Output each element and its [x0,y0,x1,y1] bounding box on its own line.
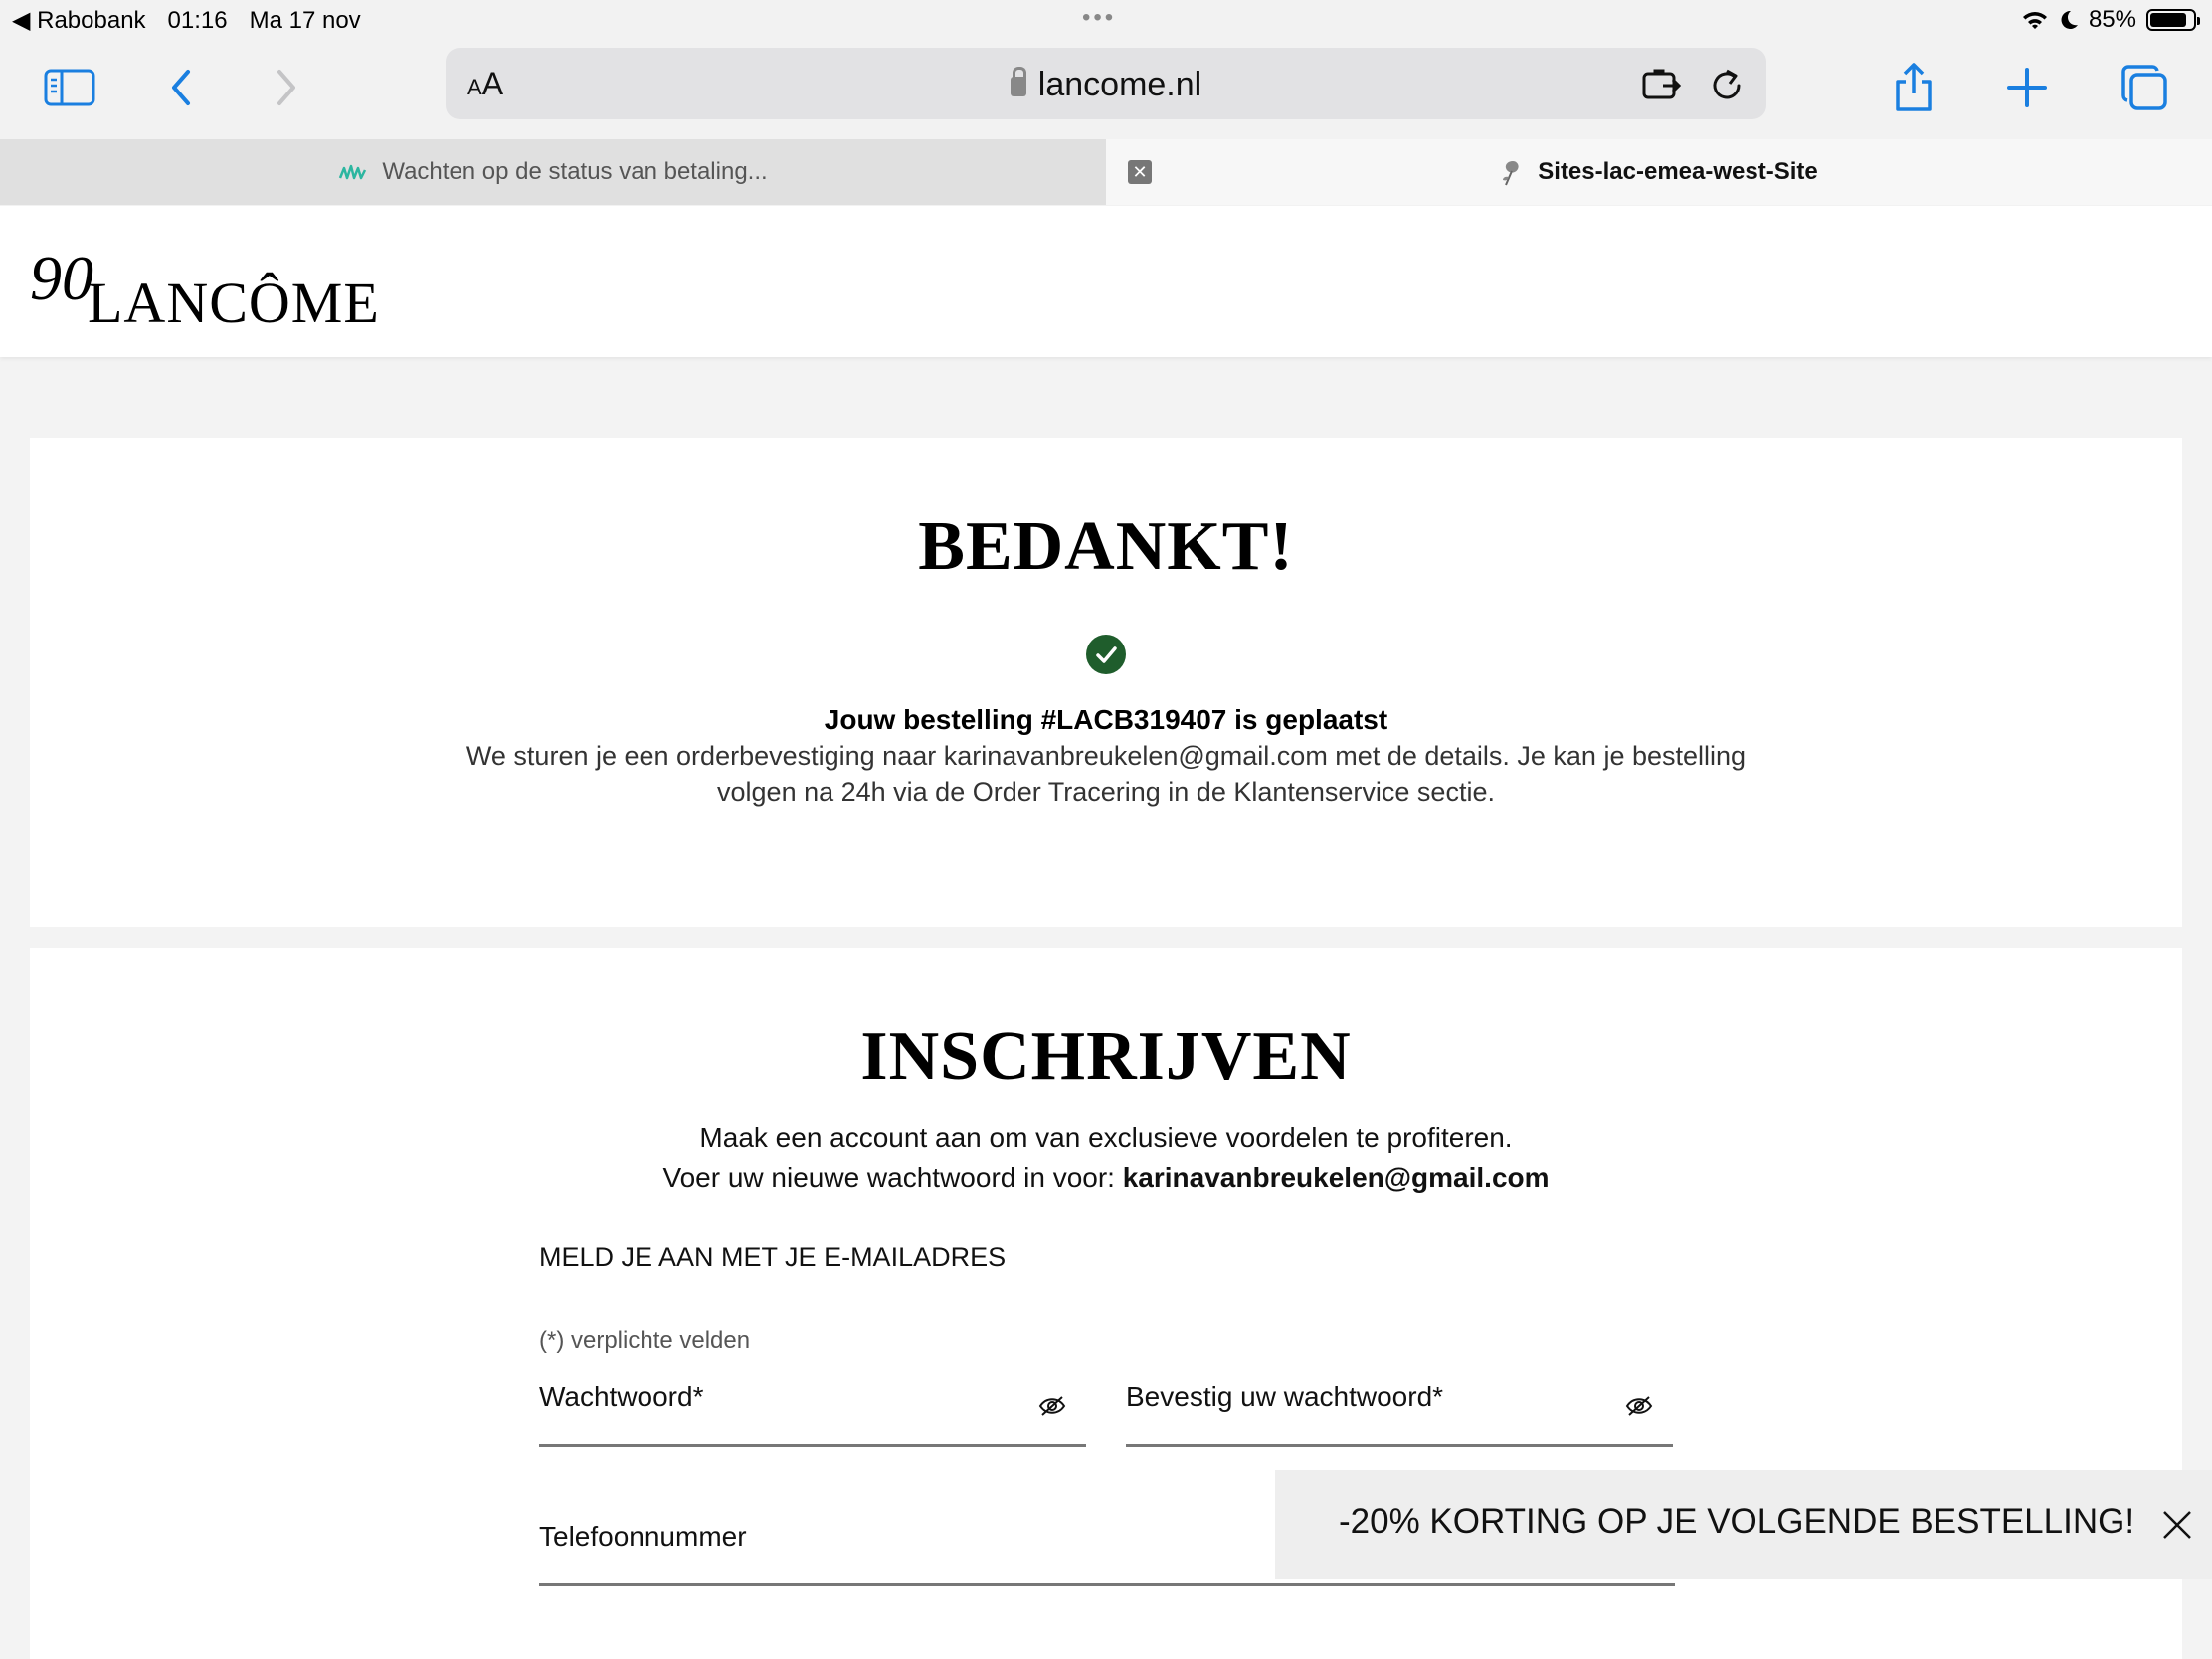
new-tab-icon[interactable] [1997,58,2057,117]
address-bar[interactable] [446,48,1766,119]
battery-percentage: 85% [2088,6,2136,33]
share-icon[interactable] [1884,58,1943,117]
wifi-icon [2021,9,2049,31]
multitasking-dots-icon[interactable]: ••• [1082,4,1117,31]
password-field[interactable] [539,1378,1086,1447]
promo-banner[interactable] [1275,1470,2212,1579]
show-confirm-password-icon[interactable] [1625,1395,1653,1417]
order-number-heading: Jouw bestelling #LACB319407 is geplaatst [824,704,1388,735]
logo-anniversary-number: 90 [30,243,93,313]
promo-text: -20% KORTING OP JE VOLGENDE BESTELLING! [1339,1502,2135,1541]
forward-icon[interactable] [257,58,316,117]
tab-lancome-site[interactable] [1106,139,2212,205]
confirm-password-label: Bevestig uw wachtwoord* [1126,1382,1444,1412]
status-date: Ma 17 nov [249,6,361,34]
order-confirmation-card [30,438,2182,927]
success-check-icon [1086,635,1126,674]
back-to-app-link[interactable]: ◀ Rabobank [12,7,146,34]
battery-icon [2146,9,2196,31]
text-size-button[interactable]: AA [467,66,504,101]
reload-icon[interactable] [1707,66,1747,105]
page-title: BEDANKT! [918,508,1294,585]
register-title: INSCHRIJVEN [860,1018,1352,1095]
register-email-line [30,1162,2182,1194]
phone-label: Telefoonnummer [539,1521,747,1552]
tab-title: Sites-lac-emea-west-Site [1538,158,1818,185]
moon-icon [2059,9,2079,31]
close-icon[interactable] [2160,1508,2194,1542]
tab-title: Wachten op de status van betaling... [382,158,768,185]
back-icon[interactable] [151,58,211,117]
register-intro: Maak een account aan om van exclusieve voordelen te profiteren. [699,1122,1513,1153]
reader-extension-icon[interactable] [1641,66,1681,105]
close-tab-icon[interactable]: ✕ [1128,160,1152,184]
register-email-prefix: Voer uw nieuwe wachtwoord in voor: [662,1162,1123,1193]
url-text: lancome.nl [1037,66,1202,103]
status-bar [0,0,2212,40]
password-label: Wachtwoord* [539,1382,704,1412]
browser-toolbar [0,40,2212,139]
status-time: 01:16 [167,6,228,34]
order-confirmation-message: We sturen je een orderbevestiging naar karinavanbreukelen@gmail.com met de details. Je kan je bestelling volgen na 24h via de Order Tracering in de Klantenservice sectie. [465,741,1747,807]
show-password-icon[interactable] [1038,1395,1066,1417]
confirm-password-field[interactable] [1126,1378,1673,1447]
required-fields-note: (*) verplichte velden [539,1327,751,1354]
lock-icon [1011,77,1026,96]
tab-payment-status[interactable] [0,139,1106,205]
back-app-label: Rabobank [37,7,146,34]
sidebar-icon[interactable] [40,58,99,117]
rabobank-favicon-icon [338,162,370,182]
register-email: karinavanbreukelen@gmail.com [1122,1162,1550,1193]
site-header [0,206,2212,357]
rose-favicon-icon [1500,157,1526,187]
logo-brand-text: LANCÔME [88,271,380,335]
tabs-overview-icon[interactable] [2115,58,2174,117]
email-signup-heading: MELD JE AAN MET JE E-MAILADRES [539,1242,1007,1272]
url-display [446,66,1766,104]
tab-bar [0,139,2212,205]
